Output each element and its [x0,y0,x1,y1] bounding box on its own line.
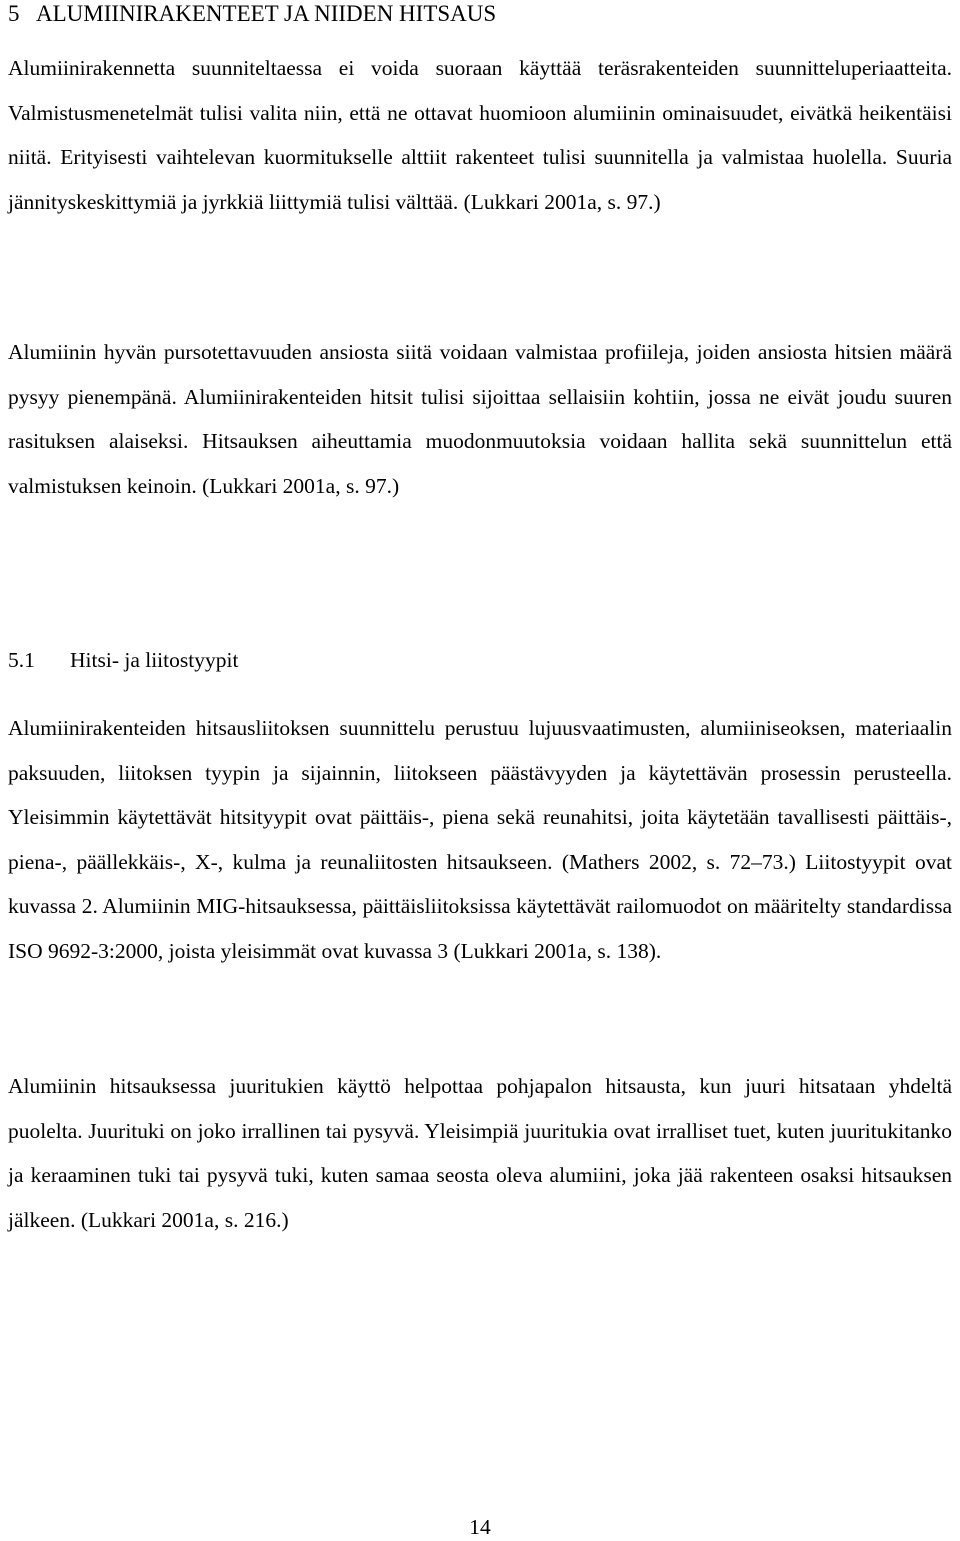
paragraph-extrusion-profiles: Alumiinin hyvän pursotettavuuden ansiosta siitä voidaan valmistaa profiileja, joiden ansiosta hitsien määrä pysyy pienempänä. Alumiinirakenteiden hitsit tulisi sijoittaa sellaisiin kohtiin, jossa ne eivät joudu suuren rasituksen alaiseksi. Hitsauksen aiheuttamia muodonmuutoksia voidaan hallita sekä suunnittelun että valmistuksen keinoin. (Lukkari 2001a, s. 97.) [8,340,952,498]
document-page [8,0,952,1541]
chapter-number: 5 [8,1,20,26]
section-title: Hitsi- ja liitostyypit [70,648,239,672]
section-number: 5.1 [8,648,35,672]
section-heading [8,645,952,675]
paragraph-design-principles: Alumiinirakennetta suunniteltaessa ei voida suoraan käyttää teräsrakenteiden suunnitteluperiaatteita. Valmistusmenetelmät tulisi valita niin, että ne ottavat huomioon alumiinin ominaisuudet, eivätkä heikentäisi niitä. Erityisesti vaihtelevan kuormitukselle alttiit rakenteet tulisi suunnitella ja valmistaa huolella. Suuria jännityskeskittymiä ja jyrkkiä liittymiä tulisi välttää. (Lukkari 2001a, s. 97.) [8,56,952,214]
page-number: 14 [469,1515,491,1539]
paragraph-joint-design: Alumiinirakenteiden hitsausliitoksen suunnittelu perustuu lujuusvaatimusten, alumiiniseoksen, materiaalin paksuuden, liitoksen tyypin ja sijainnin, liitokseen päästävyyden ja käytettävän prosessin perusteella. Yleisimmin käytettävät hitsityypit ovat päittäis-, piena sekä reunahitsi, joita käytetään tavallisesti päittäis-, piena-, päällekkäis-, X-, kulma ja reunaliitosten hitsaukseen. (Mathers 2002, s. 72–73.) Liitostyypit ovat kuvassa 2. Alumiinin MIG-hitsauksessa, päittäisliitoksissa käytettävät railomuodot on määritelty standardissa ISO 9692-3:2000, joista yleisimmät ovat kuvassa 3 (Lukkari 2001a, s. 138). [8,716,952,963]
paragraph-root-supports: Alumiinin hitsauksessa juuritukien käyttö helpottaa pohjapalon hitsausta, kun juuri hitsataan yhdeltä puolelta. Juurituki on joko irrallinen tai pysyvä. Yleisimpiä juuritukia ovat irralliset tuet, kuten juuritukitanko ja keraaminen tuki tai pysyvä tuki, kuten samaa seosta oleva alumiini, joka jää rakenteen osaksi hitsauksen jälkeen. (Lukkari 2001a, s. 216.) [8,1074,952,1232]
chapter-title: ALUMIINIRAKENTEET JA NIIDEN HITSAUS [36,1,497,26]
chapter-heading [8,0,952,28]
